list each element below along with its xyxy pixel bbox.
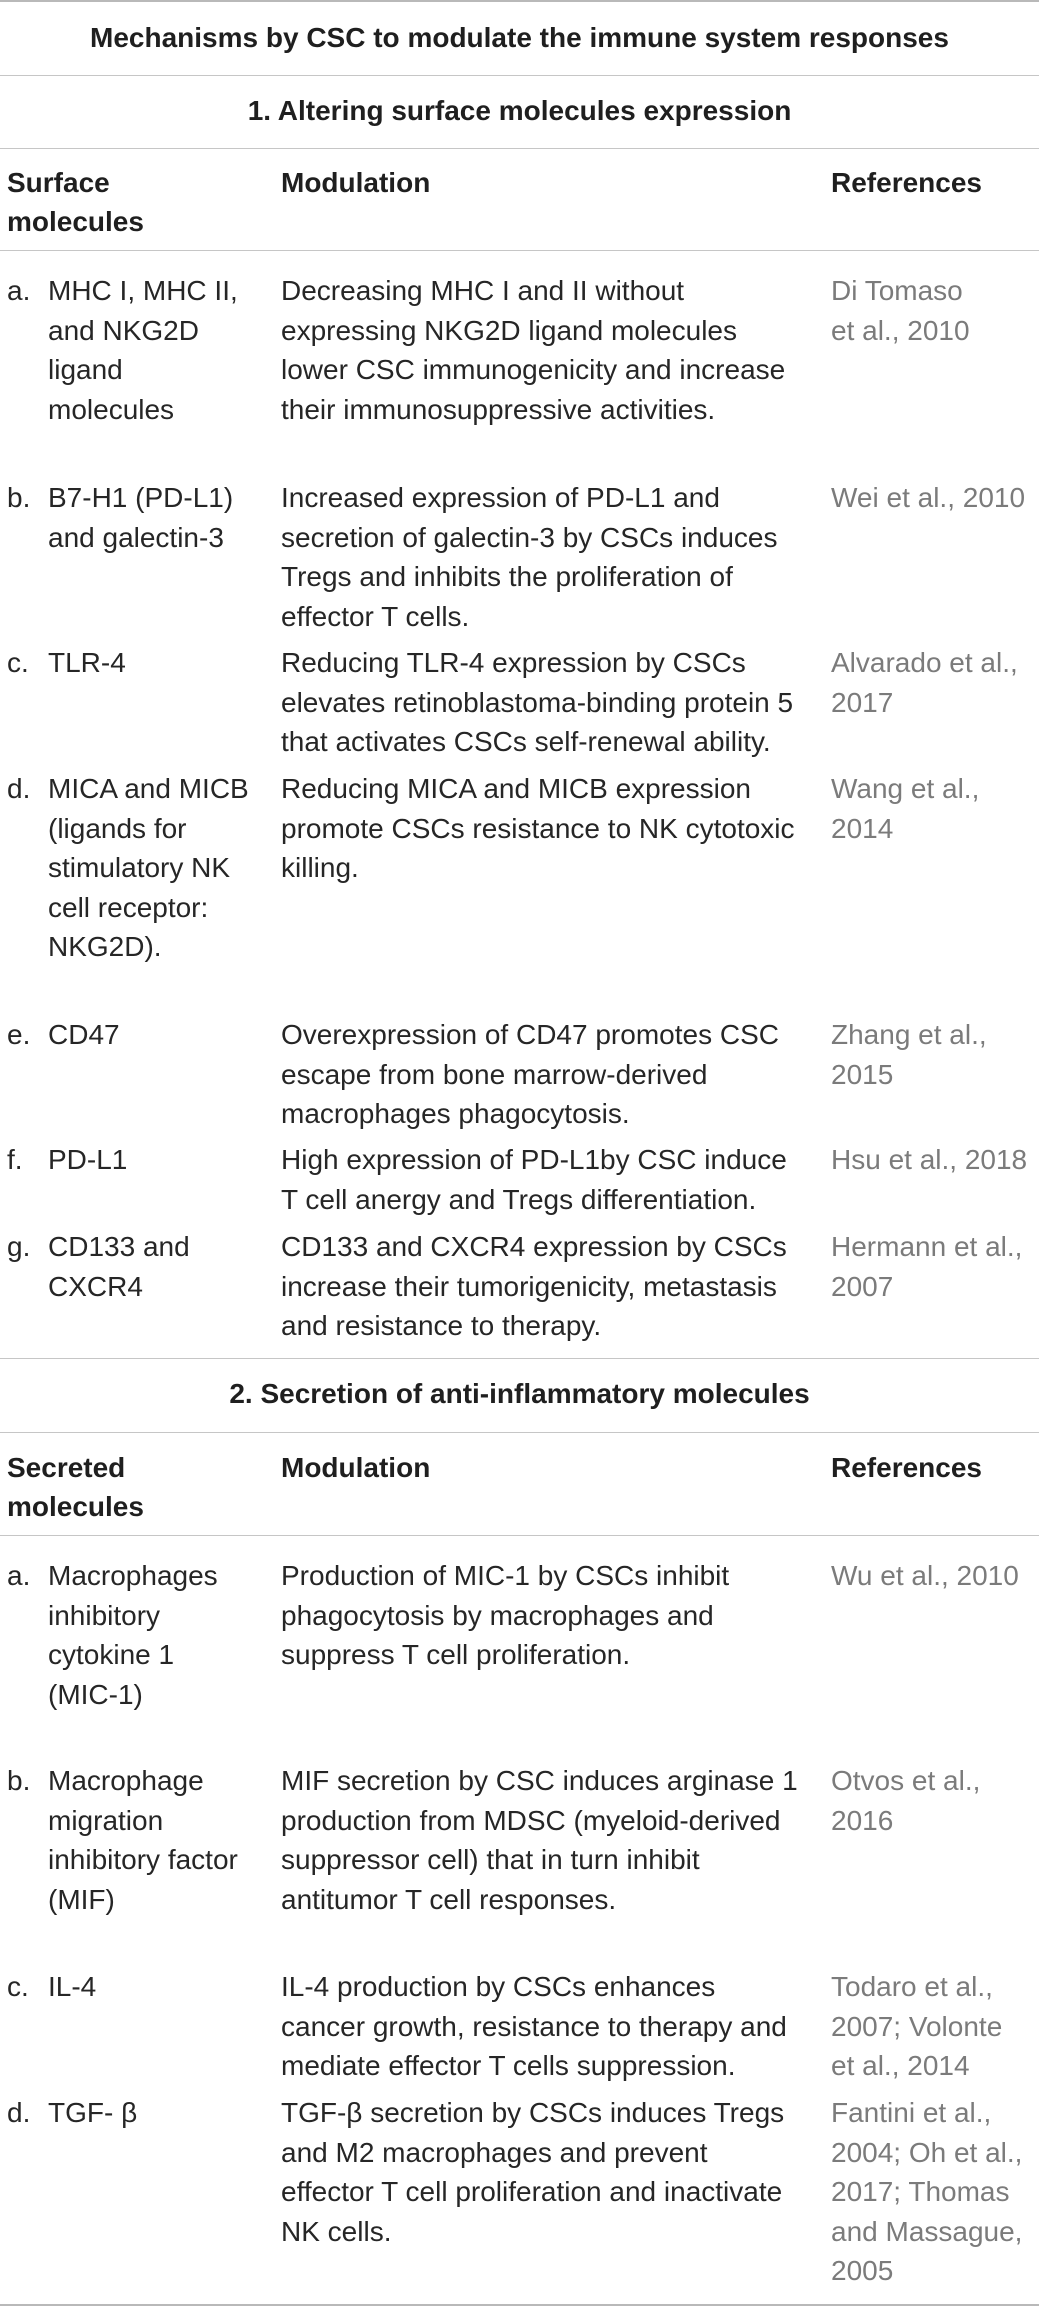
molecule-name: CD133 and CXCR4 <box>48 1231 190 1302</box>
top-border <box>0 0 1039 2</box>
reference-text: Otvos et al., 2016 <box>831 1765 981 1836</box>
molecule-name: TLR-4 <box>48 647 126 678</box>
modulation-text: Reducing MICA and MICB expression promote CSCs resistance to NK cytotoxic killing. <box>281 773 795 883</box>
divider <box>0 75 1039 76</box>
modulation-text: IL-4 production by CSCs enhances cancer growth, resistance to therapy and mediate effector T cells suppression. <box>281 1971 787 2081</box>
section-heading: 2. Secretion of anti-inflammatory molecules <box>229 1378 810 1409</box>
molecule-name: IL-4 <box>48 1971 97 2002</box>
divider <box>0 250 1039 251</box>
reference-text: Fantini et al., 2004; Oh et al., 2017; Thomas and Massague, 2005 <box>831 2097 1023 2286</box>
modulation-text: CD133 and CXCR4 expression by CSCs increase their tumorigenicity, metastasis and resistance to therapy. <box>281 1231 787 1341</box>
molecule-name: Macrophage migration inhibitory factor (MIF) <box>48 1765 238 1915</box>
reference-text: Wang et al., 2014 <box>831 773 980 844</box>
molecule-name: TGF- β <box>48 2097 138 2128</box>
molecule-name: B7-H1 (PD-L1) and galectin-3 <box>48 482 234 553</box>
row-letter: b. <box>7 482 31 513</box>
reference-text: Wei et al., 2010 <box>831 482 1026 513</box>
modulation-text: Increased expression of PD-L1 and secretion of galectin-3 by CSCs induces Tregs and inhibits the proliferation of effector T cells. <box>281 482 778 632</box>
reference-text: Hsu et al., 2018 <box>831 1144 1028 1175</box>
column-header-modulation: Modulation <box>281 167 431 198</box>
row-letter: c. <box>7 1971 29 2002</box>
bottom-border <box>0 2304 1039 2306</box>
column-header-molecules: Surface molecules <box>7 167 144 237</box>
molecule-name: PD-L1 <box>48 1144 128 1175</box>
modulation-text: Decreasing MHC I and II without expressing NKG2D ligand molecules lower CSC immunogenicity and increase their immunosuppressive activities. <box>281 275 786 425</box>
molecule-name: Macrophages inhibitory cytokine 1 (MIC-1) <box>48 1560 218 1710</box>
row-letter: g. <box>7 1231 31 1262</box>
molecule-name: CD47 <box>48 1019 120 1050</box>
modulation-text: MIF secretion by CSC induces arginase 1 production from MDSC (myeloid-derived suppressor cell) that in turn inhibit antitumor T cell responses. <box>281 1765 798 1915</box>
row-letter: a. <box>7 275 31 306</box>
reference-text: Wu et al., 2010 <box>831 1560 1019 1591</box>
molecule-name: MICA and MICB (ligands for stimulatory NK cell receptor: NKG2D). <box>48 773 249 962</box>
reference-text: Todaro et al., 2007; Volonte et al., 2014 <box>831 1971 1003 2081</box>
column-header-references: References <box>831 1452 982 1483</box>
column-header-references: References <box>831 167 982 198</box>
column-header-modulation: Modulation <box>281 1452 431 1483</box>
divider <box>0 148 1039 149</box>
row-letter: c. <box>7 647 29 678</box>
molecule-name: MHC I, MHC II, and NKG2D ligand molecules <box>48 275 238 425</box>
row-letter: b. <box>7 1765 31 1796</box>
table-title: Mechanisms by CSC to modulate the immune system responses <box>90 22 949 53</box>
row-letter: e. <box>7 1019 31 1050</box>
reference-text: Di Tomaso et al., 2010 <box>831 275 970 346</box>
modulation-text: Reducing TLR-4 expression by CSCs elevates retinoblastoma-binding protein 5 that activates CSCs self-renewal ability. <box>281 647 794 757</box>
row-letter: d. <box>7 773 31 804</box>
reference-text: Alvarado et al., 2017 <box>831 647 1018 718</box>
divider <box>0 1358 1039 1359</box>
reference-text: Hermann et al., 2007 <box>831 1231 1023 1302</box>
section-heading: 1. Altering surface molecules expression <box>247 95 792 126</box>
modulation-text: TGF-β secretion by CSCs induces Tregs and M2 macrophages and prevent effector T cell proliferation and inactivate NK cells. <box>281 2097 785 2247</box>
modulation-text: High expression of PD-L1by CSC induce T cell anergy and Tregs differentiation. <box>281 1144 787 1215</box>
modulation-text: Production of MIC-1 by CSCs inhibit phagocytosis by macrophages and suppress T cell proliferation. <box>281 1560 730 1670</box>
divider <box>0 1535 1039 1536</box>
modulation-text: Overexpression of CD47 promotes CSC escape from bone marrow-derived macrophages phagocytosis. <box>281 1019 779 1129</box>
row-letter: a. <box>7 1560 31 1591</box>
divider <box>0 1432 1039 1433</box>
column-header-molecules: Secreted molecules <box>7 1452 144 1522</box>
reference-text: Zhang et al., 2015 <box>831 1019 987 1090</box>
row-letter: f. <box>7 1144 23 1175</box>
row-letter: d. <box>7 2097 31 2128</box>
